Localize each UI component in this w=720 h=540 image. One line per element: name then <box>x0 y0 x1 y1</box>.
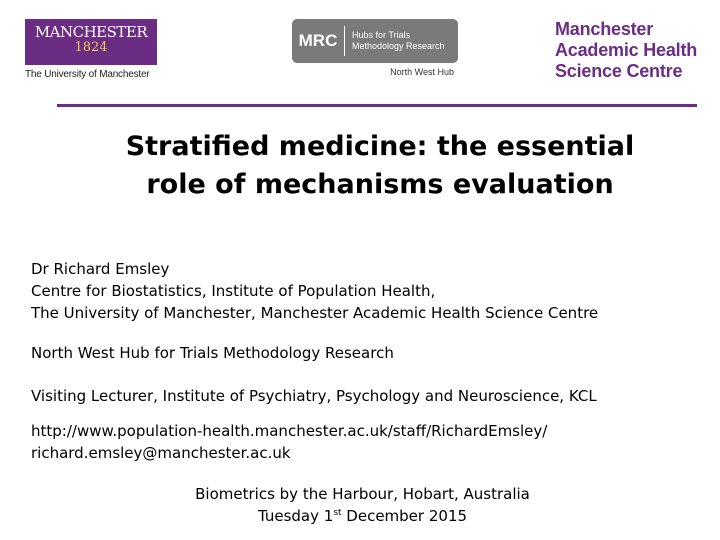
mrc-hub-line: Methodology Research <box>352 41 445 51</box>
event-date-prefix: Tuesday 1 <box>257 507 334 525</box>
uom-logo-year: 1824 <box>74 40 108 55</box>
event-name: Biometrics by the Harbour, Hobart, Australia <box>195 485 530 503</box>
mrc-region: North West Hub <box>390 67 454 77</box>
event-date-ordinal: st <box>333 508 342 518</box>
event-date <box>0 505 720 527</box>
mahsc-logo-line: Academic Health <box>555 40 698 60</box>
mrc-hub-line: Hubs for Trials <box>352 30 411 40</box>
author-affiliation: The University of Manchester, Manchester Academic Health Science Centre <box>31 304 599 322</box>
mrc-acronym: MRC <box>298 31 338 50</box>
author-affiliation: Centre for Biostatistics, Institute of Population Health, <box>31 282 436 300</box>
title-divider <box>57 104 697 107</box>
profile-url-link[interactable]: http://www.population-health.manchester.ac.uk/staff/RichardEmsley/ <box>31 422 548 440</box>
author-block <box>31 258 598 324</box>
hub-affiliation: North West Hub for Trials Methodology Research <box>31 344 394 362</box>
mahsc-logo <box>555 19 697 82</box>
mahsc-logo-line: Manchester <box>555 19 654 39</box>
author-name: Dr Richard Emsley <box>31 260 170 278</box>
uom-logo-name: MANCHESTER <box>34 23 148 41</box>
university-of-manchester-logo <box>25 19 157 80</box>
slide-title-line-1: Stratified medicine: the essential <box>125 131 635 162</box>
mahsc-logo-line: Science Centre <box>555 61 683 81</box>
mrc-hub-text <box>345 30 445 52</box>
mrc-logo-box <box>292 19 458 63</box>
mrc-logo <box>292 19 460 77</box>
email-link[interactable]: richard.emsley@manchester.ac.uk <box>31 444 291 462</box>
visiting-affiliation: Visiting Lecturer, Institute of Psychiatry, Psychology and Neuroscience, KCL <box>31 387 597 405</box>
contact-block <box>31 420 547 464</box>
uom-logo-subtitle: The University of Manchester <box>25 69 150 80</box>
event-block <box>0 483 720 527</box>
slide-title-line-2: role of mechanisms evaluation <box>146 169 614 200</box>
uom-logo-box <box>25 19 157 65</box>
event-date-rest: December 2015 <box>341 507 468 525</box>
slide-title <box>60 128 700 204</box>
